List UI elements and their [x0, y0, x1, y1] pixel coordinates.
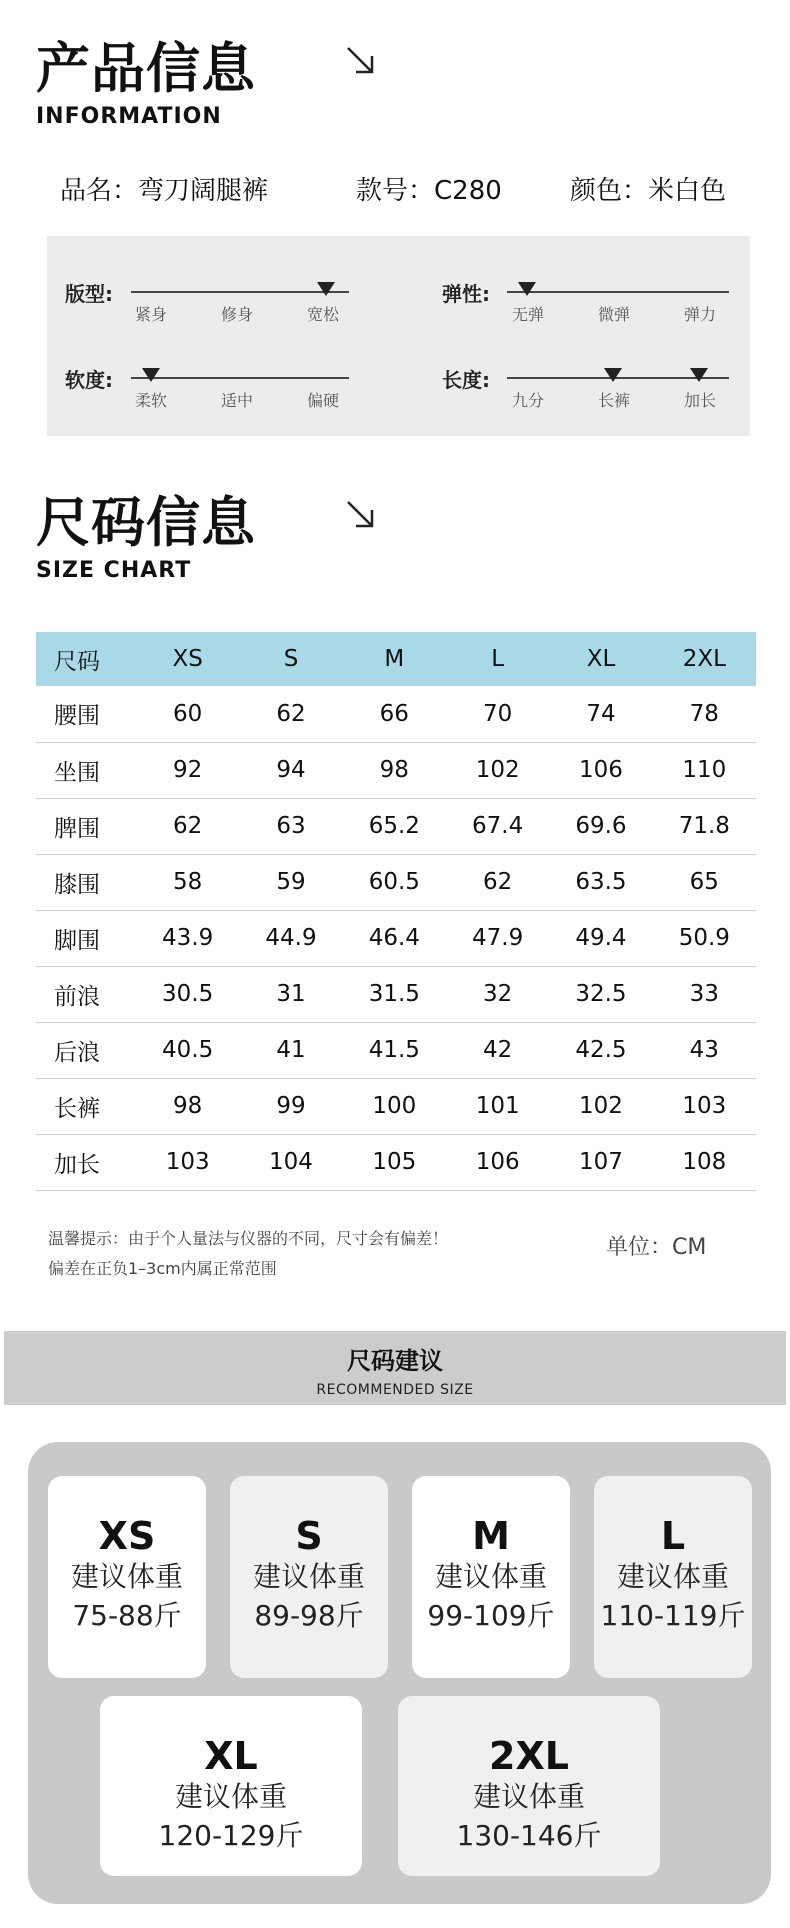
table-header-cell: M [343, 632, 446, 686]
fit-tick: 修身 [221, 305, 254, 324]
table-cell: 103 [653, 1078, 756, 1134]
attribute-panel [47, 236, 750, 436]
table-header-row [36, 632, 756, 686]
table-cell: 67.4 [446, 798, 549, 854]
fit-tick: 宽松 [307, 305, 340, 324]
note-line: 偏差在正负1–3cm内属正常范围 [48, 1259, 277, 1278]
table-cell: 102 [446, 742, 549, 798]
table-row [36, 910, 756, 966]
card-size: 2XL [489, 1734, 569, 1778]
softness-tick: 柔软 [135, 391, 168, 410]
card-range: 89-98斤 [254, 1599, 364, 1632]
size-chart-subtitle: SIZE CHART [36, 558, 192, 583]
row-label: 加长 [36, 1134, 136, 1190]
stretch-label: 弹性: [442, 282, 490, 306]
card-range: 110-119斤 [600, 1599, 746, 1632]
softness-label: 软度: [65, 368, 113, 392]
table-cell: 42.5 [549, 1022, 652, 1078]
card-size: XL [204, 1734, 258, 1778]
row-label: 后浪 [36, 1022, 136, 1078]
stretch-tick: 无弹 [512, 305, 545, 324]
size-card-s [230, 1476, 388, 1678]
table-cell: 70 [446, 686, 549, 742]
table-cell: 41.5 [343, 1022, 446, 1078]
table-cell: 31.5 [343, 966, 446, 1022]
table-row [36, 798, 756, 854]
table-cell: 33 [653, 966, 756, 1022]
table-header-cell: L [446, 632, 549, 686]
table-header-cell: XL [549, 632, 652, 686]
table-cell: 41 [239, 1022, 342, 1078]
softness-tick: 适中 [221, 391, 254, 410]
table-cell: 43 [653, 1022, 756, 1078]
length-marker [604, 368, 622, 382]
size-card-xl [100, 1696, 362, 1876]
row-label: 脚围 [36, 910, 136, 966]
table-cell: 59 [239, 854, 342, 910]
fit-marker [317, 282, 335, 296]
card-size: M [472, 1514, 510, 1558]
size-table-wrapper [36, 632, 756, 1191]
row-label: 膝围 [36, 854, 136, 910]
length-label: 长度: [442, 368, 490, 392]
product-style-number: 款号：C280 [356, 176, 502, 206]
softness-marker [142, 368, 160, 382]
table-cell: 31 [239, 966, 342, 1022]
table-cell: 60 [136, 686, 239, 742]
product-color: 颜色：米白色 [570, 176, 727, 206]
card-range: 130-146斤 [456, 1819, 602, 1852]
length-tick: 长裤 [598, 391, 631, 410]
table-row [36, 1078, 756, 1134]
table-cell: 47.9 [446, 910, 549, 966]
table-cell: 108 [653, 1134, 756, 1190]
stretch-tick: 微弹 [598, 305, 631, 324]
stretch-marker [518, 282, 536, 296]
size-table [36, 632, 756, 1191]
table-cell: 105 [343, 1134, 446, 1190]
recommendation-title: 尺码建议 [347, 1347, 443, 1375]
table-cell: 98 [136, 1078, 239, 1134]
length-marker [690, 368, 708, 382]
table-cell: 42 [446, 1022, 549, 1078]
product-info-title: 产品信息 [36, 37, 256, 100]
card-label: 建议体重 [174, 1780, 287, 1813]
table-row [36, 686, 756, 742]
card-label: 建议体重 [252, 1560, 365, 1593]
row-label: 腰围 [36, 686, 136, 742]
arrow-down-right-icon [344, 498, 378, 532]
fit-tick: 紧身 [135, 305, 168, 324]
table-cell: 32 [446, 966, 549, 1022]
table-row [36, 854, 756, 910]
table-cell: 65 [653, 854, 756, 910]
note-line: 温馨提示：由于个人量法与仪器的不同，尺寸会有偏差！ [48, 1229, 449, 1248]
table-cell: 71.8 [653, 798, 756, 854]
stretch-tick: 弹力 [684, 305, 717, 324]
table-header-cell: 尺码 [36, 632, 136, 686]
table-cell: 92 [136, 742, 239, 798]
table-cell: 98 [343, 742, 446, 798]
table-cell: 62 [446, 854, 549, 910]
card-range: 75-88斤 [72, 1599, 182, 1632]
size-card-xs [48, 1476, 206, 1678]
card-size: S [295, 1514, 323, 1558]
card-label: 建议体重 [70, 1560, 183, 1593]
table-cell: 63.5 [549, 854, 652, 910]
row-label: 前浪 [36, 966, 136, 1022]
size-chart-title: 尺码信息 [36, 491, 256, 554]
size-card-l [594, 1476, 752, 1678]
table-cell: 106 [446, 1134, 549, 1190]
unit-label: 单位：CM [606, 1235, 707, 1260]
arrow-down-right-icon [344, 44, 378, 78]
table-cell: 62 [239, 686, 342, 742]
softness-tick: 偏硬 [307, 391, 340, 410]
length-tick: 加长 [684, 391, 717, 410]
size-card-2xl [398, 1696, 660, 1876]
table-cell: 30.5 [136, 966, 239, 1022]
table-cell: 100 [343, 1078, 446, 1134]
card-size: L [660, 1514, 686, 1558]
recommendation-panel [28, 1442, 771, 1904]
table-cell: 65.2 [343, 798, 446, 854]
table-cell: 49.4 [549, 910, 652, 966]
table-cell: 46.4 [343, 910, 446, 966]
table-cell: 62 [136, 798, 239, 854]
table-cell: 106 [549, 742, 652, 798]
row-label: 脾围 [36, 798, 136, 854]
card-range: 99-109斤 [427, 1599, 555, 1632]
product-name: 品名：弯刀阔腿裤 [60, 176, 269, 206]
table-cell: 99 [239, 1078, 342, 1134]
product-info-subtitle: INFORMATION [36, 104, 222, 129]
card-label: 建议体重 [434, 1560, 547, 1593]
card-range: 120-129斤 [158, 1819, 304, 1852]
table-row [36, 742, 756, 798]
table-cell: 103 [136, 1134, 239, 1190]
row-label: 长裤 [36, 1078, 136, 1134]
table-cell: 63 [239, 798, 342, 854]
card-label: 建议体重 [616, 1560, 729, 1593]
measurement-note [48, 1224, 448, 1284]
table-cell: 94 [239, 742, 342, 798]
card-size: XS [98, 1514, 156, 1558]
table-cell: 66 [343, 686, 446, 742]
table-cell: 40.5 [136, 1022, 239, 1078]
table-cell: 44.9 [239, 910, 342, 966]
table-header-cell: S [239, 632, 342, 686]
softness-scale [131, 377, 349, 379]
fit-label: 版型: [65, 282, 113, 306]
table-header-cell: XS [136, 632, 239, 686]
table-cell: 78 [653, 686, 756, 742]
table-cell: 58 [136, 854, 239, 910]
row-label: 坐围 [36, 742, 136, 798]
recommendation-subtitle: RECOMMENDED SIZE [316, 1382, 474, 1398]
table-cell: 101 [446, 1078, 549, 1134]
stretch-scale [507, 291, 729, 293]
table-row [36, 966, 756, 1022]
table-cell: 107 [549, 1134, 652, 1190]
card-label: 建议体重 [472, 1780, 585, 1813]
table-cell: 50.9 [653, 910, 756, 966]
recommendation-banner [4, 1331, 786, 1405]
size-card-m [412, 1476, 570, 1678]
table-cell: 110 [653, 742, 756, 798]
table-cell: 69.6 [549, 798, 652, 854]
table-row [36, 1134, 756, 1190]
table-cell: 43.9 [136, 910, 239, 966]
table-cell: 60.5 [343, 854, 446, 910]
length-tick: 九分 [512, 391, 545, 410]
table-cell: 104 [239, 1134, 342, 1190]
table-header-cell: 2XL [653, 632, 756, 686]
table-row [36, 1022, 756, 1078]
table-cell: 74 [549, 686, 652, 742]
table-cell: 102 [549, 1078, 652, 1134]
table-cell: 32.5 [549, 966, 652, 1022]
